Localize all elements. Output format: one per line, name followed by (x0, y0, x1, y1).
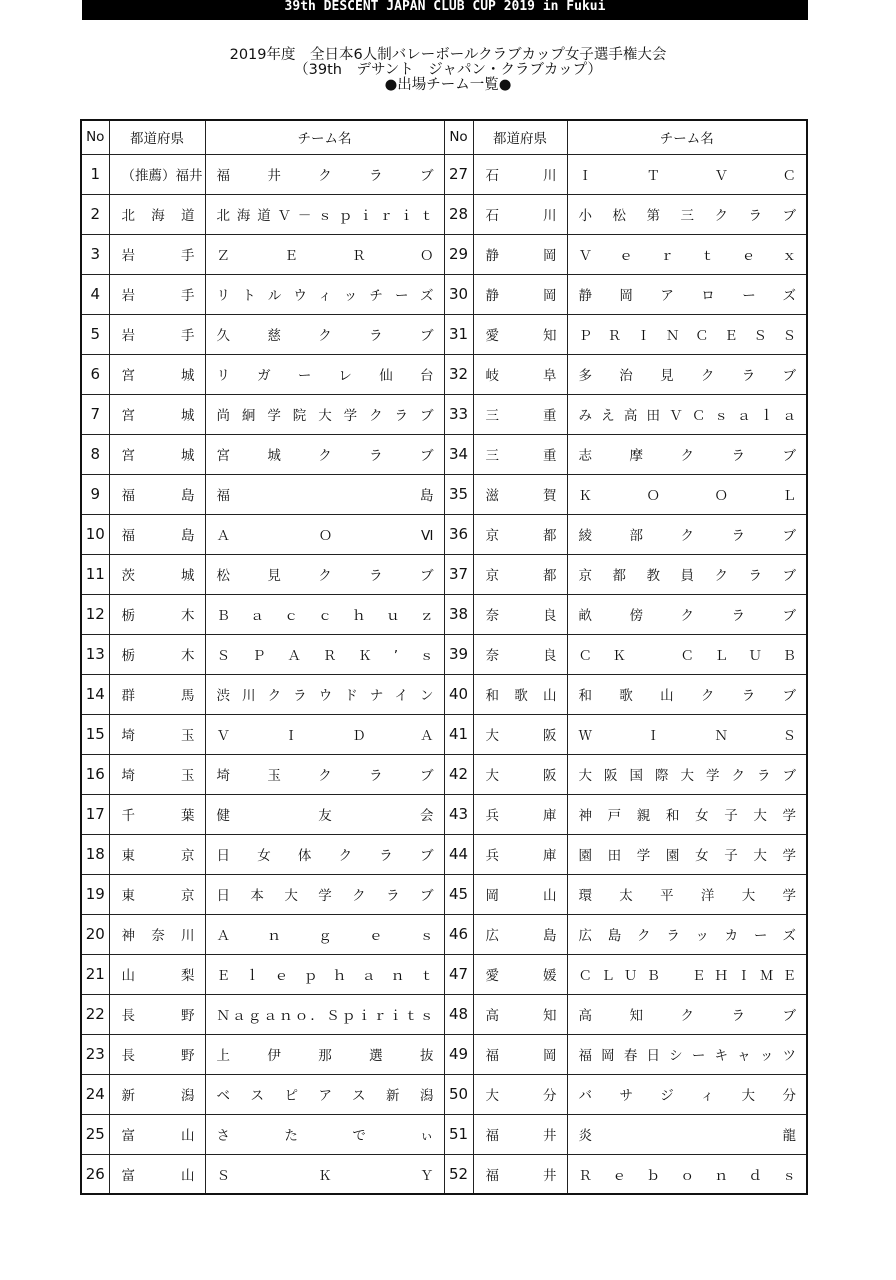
team-name: さたでぃ (205, 1114, 444, 1154)
table-row (81, 1074, 807, 1114)
team-prefecture: 高知 (473, 994, 567, 1034)
team-number: 45 (444, 874, 473, 914)
event-banner: 39th DESCENT JAPAN CLUB CUP 2019 in Fukui (82, 0, 808, 20)
table-row (81, 154, 807, 194)
team-prefecture: 神奈川 (109, 914, 205, 954)
team-number: 16 (81, 754, 109, 794)
team-prefecture: 岩手 (109, 314, 205, 354)
team-name: 園田学園女子大学 (567, 834, 807, 874)
table-row (81, 514, 807, 554)
team-name: 環太平洋大学 (567, 874, 807, 914)
team-name: 高知クラブ (567, 994, 807, 1034)
team-prefecture: 大阪 (473, 754, 567, 794)
team-name: ＳＫＹ (205, 1154, 444, 1194)
team-number: 33 (444, 394, 473, 434)
team-name: ＡＯⅥ (205, 514, 444, 554)
team-prefecture: 三重 (473, 434, 567, 474)
team-name: Ｂａｃｃｈｕｚ (205, 594, 444, 634)
table-row (81, 834, 807, 874)
team-number: 18 (81, 834, 109, 874)
team-prefecture: 石川 (473, 154, 567, 194)
team-number: 36 (444, 514, 473, 554)
team-prefecture: 福島 (109, 474, 205, 514)
team-number: 15 (81, 714, 109, 754)
team-name: 京都教員クラブ (567, 554, 807, 594)
team-name: 畝傍クラブ (567, 594, 807, 634)
team-prefecture: 群馬 (109, 674, 205, 714)
team-number: 43 (444, 794, 473, 834)
team-prefecture: 福島 (109, 514, 205, 554)
table-row (81, 754, 807, 794)
team-number: 27 (444, 154, 473, 194)
table-row (81, 234, 807, 274)
team-name: Ｒｅｂｏｎｄｓ (567, 1154, 807, 1194)
team-name: 尚絅学院大学クラブ (205, 394, 444, 434)
team-number: 52 (444, 1154, 473, 1194)
team-prefecture: 山梨 (109, 954, 205, 994)
team-prefecture: 兵庫 (473, 834, 567, 874)
header-prefecture: 都道府県 (109, 120, 205, 154)
header-team: チーム名 (567, 120, 807, 154)
team-number: 39 (444, 634, 473, 674)
table-row (81, 194, 807, 234)
team-name: 和歌山クラブ (567, 674, 807, 714)
header-team: チーム名 (205, 120, 444, 154)
team-name: 志摩クラブ (567, 434, 807, 474)
team-name: ベスピアス新潟 (205, 1074, 444, 1114)
team-number: 2 (81, 194, 109, 234)
table-row (81, 1154, 807, 1194)
team-prefecture: 富山 (109, 1114, 205, 1154)
team-name: 小松第三クラブ (567, 194, 807, 234)
team-name: ＫＯＯＬ (567, 474, 807, 514)
team-name: 日本大学クラブ (205, 874, 444, 914)
team-number: 7 (81, 394, 109, 434)
team-number: 44 (444, 834, 473, 874)
team-number: 5 (81, 314, 109, 354)
team-prefecture: 宮城 (109, 434, 205, 474)
table-row (81, 274, 807, 314)
header-prefecture: 都道府県 (473, 120, 567, 154)
team-prefecture: 三重 (473, 394, 567, 434)
team-prefecture: 静岡 (473, 274, 567, 314)
table-row (81, 394, 807, 434)
team-prefecture: 石川 (473, 194, 567, 234)
team-number: 23 (81, 1034, 109, 1074)
team-number: 34 (444, 434, 473, 474)
team-number: 12 (81, 594, 109, 634)
team-name: 宮城クラブ (205, 434, 444, 474)
document-subtitle: （39th デサント ジャパン・クラブカップ） (294, 62, 602, 78)
team-name: 久慈クラブ (205, 314, 444, 354)
team-number: 14 (81, 674, 109, 714)
team-name: Ａｎｇｅｓ (205, 914, 444, 954)
team-number: 50 (444, 1074, 473, 1114)
team-prefecture: 福岡 (473, 1034, 567, 1074)
team-name: 綾部クラブ (567, 514, 807, 554)
team-name: リガーレ仙台 (205, 354, 444, 394)
team-prefecture: 長野 (109, 994, 205, 1034)
team-name: 福井クラブ (205, 154, 444, 194)
team-number: 3 (81, 234, 109, 274)
team-name: 北海道Ｖ－ｓｐｉｒｉｔ (205, 194, 444, 234)
team-prefecture: 京都 (473, 554, 567, 594)
team-name: ＶＩＤＡ (205, 714, 444, 754)
team-prefecture: 宮城 (109, 354, 205, 394)
team-name: ＷＩＮＳ (567, 714, 807, 754)
team-name: 埼玉クラブ (205, 754, 444, 794)
team-prefecture: 広島 (473, 914, 567, 954)
team-name: 健友会 (205, 794, 444, 834)
team-number: 21 (81, 954, 109, 994)
team-prefecture: 福井 (473, 1114, 567, 1154)
team-number: 35 (444, 474, 473, 514)
team-prefecture: 岡山 (473, 874, 567, 914)
team-number: 28 (444, 194, 473, 234)
team-number: 30 (444, 274, 473, 314)
team-prefecture: 滋賀 (473, 474, 567, 514)
table-row (81, 714, 807, 754)
team-roster-table (80, 119, 808, 1195)
table-row (81, 954, 807, 994)
table-row (81, 994, 807, 1034)
team-name: リトルウィッチーズ (205, 274, 444, 314)
table-row (81, 314, 807, 354)
team-name: 静岡アローズ (567, 274, 807, 314)
team-number: 29 (444, 234, 473, 274)
team-number: 10 (81, 514, 109, 554)
team-name: 上伊那選抜 (205, 1034, 444, 1074)
team-name: Ｖｅｒｔｅｘ (567, 234, 807, 274)
team-number: 25 (81, 1114, 109, 1154)
team-prefecture: 静岡 (473, 234, 567, 274)
team-number: 38 (444, 594, 473, 634)
team-prefecture: 埼玉 (109, 754, 205, 794)
team-number: 20 (81, 914, 109, 954)
document-title: 2019年度 全日本6人制バレーボールクラブカップ女子選手権大会 (229, 47, 667, 63)
team-name: ＺＥＲＯ (205, 234, 444, 274)
team-prefecture: 長野 (109, 1034, 205, 1074)
team-number: 48 (444, 994, 473, 1034)
team-prefecture: 愛媛 (473, 954, 567, 994)
document-title-block (0, 48, 896, 93)
team-name: 福岡春日シーキャッツ (567, 1034, 807, 1074)
team-prefecture: 和歌山 (473, 674, 567, 714)
table-row (81, 914, 807, 954)
team-prefecture: 東京 (109, 874, 205, 914)
team-name: 渋川クラウドナイン (205, 674, 444, 714)
team-number: 6 (81, 354, 109, 394)
table-header-row (81, 120, 807, 154)
team-number: 49 (444, 1034, 473, 1074)
table-row (81, 554, 807, 594)
team-number: 22 (81, 994, 109, 1034)
team-prefecture: 奈良 (473, 594, 567, 634)
team-prefecture: 奈良 (473, 634, 567, 674)
team-prefecture: 福井 (473, 1154, 567, 1194)
table-row (81, 474, 807, 514)
team-name: 広島クラッカーズ (567, 914, 807, 954)
table-row (81, 1034, 807, 1074)
team-number: 1 (81, 154, 109, 194)
team-name: みえ高田ＶＣｓａｌａ (567, 394, 807, 434)
team-number: 37 (444, 554, 473, 594)
document-section-heading: ●出場チーム一覧● (384, 77, 512, 93)
team-number: 40 (444, 674, 473, 714)
team-prefecture: （推薦）福井 (109, 154, 205, 194)
team-number: 47 (444, 954, 473, 994)
team-number: 32 (444, 354, 473, 394)
team-number: 24 (81, 1074, 109, 1114)
team-prefecture: 新潟 (109, 1074, 205, 1114)
team-name: ＳＰＡＲＫ’ｓ (205, 634, 444, 674)
team-prefecture: 千葉 (109, 794, 205, 834)
team-prefecture: 京都 (473, 514, 567, 554)
team-number: 42 (444, 754, 473, 794)
table-row (81, 594, 807, 634)
team-prefecture: 埼玉 (109, 714, 205, 754)
table-row (81, 874, 807, 914)
team-number: 19 (81, 874, 109, 914)
table-row (81, 794, 807, 834)
table-row (81, 434, 807, 474)
team-name: ＰＲＩＮＣＥＳＳ (567, 314, 807, 354)
team-name: バサジィ大分 (567, 1074, 807, 1114)
table-row (81, 1114, 807, 1154)
team-prefecture: 大阪 (473, 714, 567, 754)
team-name: 多治見クラブ (567, 354, 807, 394)
team-name: Ｅｌｅｐｈａｎｔ (205, 954, 444, 994)
team-prefecture: 岩手 (109, 234, 205, 274)
team-number: 4 (81, 274, 109, 314)
team-name: Ｎａｇａｎｏ．Ｓｐｉｒｉｔｓ (205, 994, 444, 1034)
team-prefecture: 北海道 (109, 194, 205, 234)
team-prefecture: 宮城 (109, 394, 205, 434)
team-prefecture: 岩手 (109, 274, 205, 314)
team-number: 51 (444, 1114, 473, 1154)
team-name: 大阪国際大学クラブ (567, 754, 807, 794)
team-name: 福島 (205, 474, 444, 514)
team-name: 松見クラブ (205, 554, 444, 594)
team-prefecture: 岐阜 (473, 354, 567, 394)
team-number: 8 (81, 434, 109, 474)
team-number: 41 (444, 714, 473, 754)
team-name: 炎龍 (567, 1114, 807, 1154)
team-prefecture: 愛知 (473, 314, 567, 354)
team-prefecture: 茨城 (109, 554, 205, 594)
team-number: 31 (444, 314, 473, 354)
team-number: 17 (81, 794, 109, 834)
table-row (81, 674, 807, 714)
team-number: 13 (81, 634, 109, 674)
team-number: 46 (444, 914, 473, 954)
team-number: 11 (81, 554, 109, 594)
team-name: ＣＬＵＢ ＥＨＩＭＥ (567, 954, 807, 994)
table-row (81, 634, 807, 674)
header-no: No (81, 120, 109, 154)
team-prefecture: 富山 (109, 1154, 205, 1194)
team-name: ＣＫ ＣＬＵＢ (567, 634, 807, 674)
team-prefecture: 大分 (473, 1074, 567, 1114)
team-prefecture: 栃木 (109, 634, 205, 674)
team-name: 神戸親和女子大学 (567, 794, 807, 834)
team-prefecture: 栃木 (109, 594, 205, 634)
team-number: 9 (81, 474, 109, 514)
team-prefecture: 兵庫 (473, 794, 567, 834)
table-row (81, 354, 807, 394)
team-prefecture: 東京 (109, 834, 205, 874)
team-name: 日女体クラブ (205, 834, 444, 874)
team-number: 26 (81, 1154, 109, 1194)
header-no: No (444, 120, 473, 154)
team-name: ＩＴＶＣ (567, 154, 807, 194)
